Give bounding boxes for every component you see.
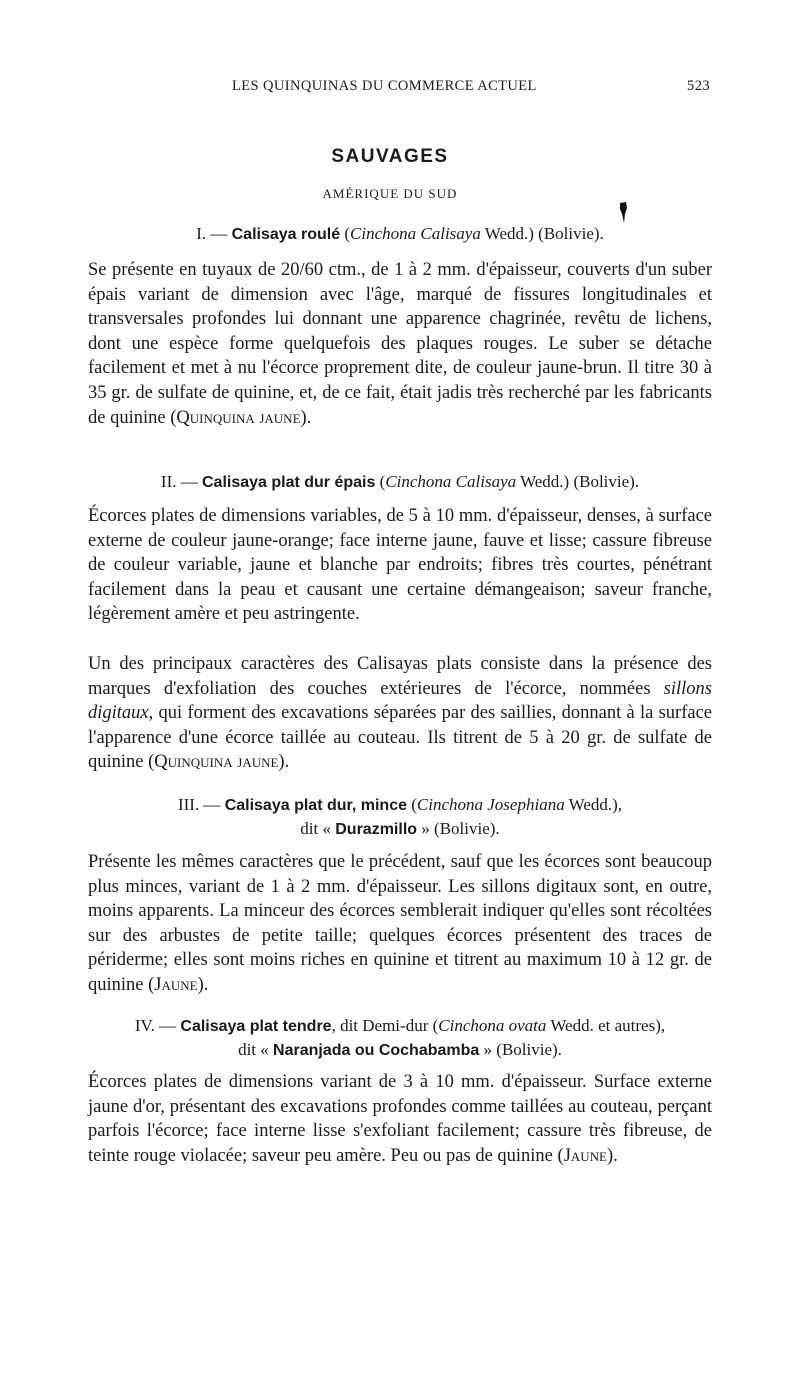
ink-blot-mark [618, 202, 628, 224]
species-name: Cinchona Josephiana [416, 795, 565, 814]
heading-rest: Wedd. et autres), [546, 1016, 666, 1035]
entry-number: III. — [177, 795, 225, 814]
entry-number: II. — [160, 472, 202, 491]
entry-name: Calisaya roulé [231, 226, 341, 243]
local-name: Durazmillo [335, 821, 418, 838]
entry-number: IV. — [134, 1016, 181, 1035]
entry-paragraph: Un des principaux caractères des Calisayas plats consiste dans la présence des marques d'exfoliation des couches extérieures de l'écorce, nommées sillons digitaux, qui forment des excavations séparées par des saillies, donnant à la surface l'apparence d'une écorce taillée au couteau. Ils titrent de 5 à 20 gr. de sulfate de quinine (Quinquina jaune). [88, 654, 712, 773]
entry-heading-2 [88, 470, 712, 494]
italic-term: sillons digitaux [88, 678, 712, 724]
heading-paren-open: ( [340, 224, 351, 243]
heading-rest: Wedd.) (Bolivie). [480, 224, 604, 243]
entry-paragraph: Présente les mêmes caractères que le précédent, sauf que les écorces sont beaucoup plus minces, variant de 1 à 2 mm. d'épaisseur. Les sillons digitaux sont, en outre, moins apparents. La minceur des écorces semblerait indiquer qu'elles sont récoltées sur des arbustes de petite taille; quelques écorces présentent des traces de périderme; elles sont moins riches en quinine et titrent au maximum 10 à 12 gr. de quinine (Jaune). [88, 852, 712, 995]
running-title: LES QUINQUINAS DU COMMERCE ACTUEL [232, 78, 537, 94]
heading-paren-open: , dit Demi-dur ( [331, 1016, 439, 1035]
species-name: Cinchona ovata [438, 1016, 547, 1035]
running-header [88, 78, 712, 100]
entry-number: I. — [196, 224, 232, 243]
local-name: Naranjada ou Cochabamba [273, 1042, 480, 1059]
species-name: Cinchona Calisaya [385, 472, 517, 491]
section-subtitle: AMÉRIQUE DU SUD [322, 186, 458, 201]
heading-rest: Wedd.) (Bolivie). [516, 472, 640, 491]
page-number: 523 [687, 78, 710, 94]
entry-heading-1 [88, 222, 712, 246]
entry-paragraph: Écorces plates de dimensions variables, de 5 à 10 mm. d'épaisseur, denses, à surface externe de couleur jaune-orange; face interne jaune, fauve et lisse; cassure fibreuse de couleur variable, jaune et blanche par endroits; fibres très courtes, pénétrant facilement dans la peau et causant une certaine démangeaison; saveur franche, légèrement amère et peu astringente. [88, 506, 712, 625]
section-title: SAUVAGES [331, 146, 449, 167]
entry-heading-3: III. — Calisaya plat dur, mince (Cinchona Josephiana Wedd.), dit « Durazmillo » (Bolivie). [177, 795, 623, 838]
entry-name: Calisaya plat tendre [180, 1018, 332, 1035]
species-name: Cinchona Calisaya [350, 224, 481, 243]
entry-name: Calisaya plat dur, mince [224, 797, 407, 814]
entry-name: Calisaya plat dur épais [201, 474, 376, 491]
heading-rest: Wedd.), [564, 795, 623, 814]
entry-paragraph: Se présente en tuyaux de 20/60 ctm., de 1 à 2 mm. d'épaisseur, couverts d'un suber épais variant de dimension avec l'âge, marqué de fissures longitudinales et transversales profondes lui donnant une apparence chagrinée, revêtu de lichens, dont une espèce forme quelquefois des plaques rouges. Le suber se détache facilement et met à nu l'écorce proprement dite, de couleur jaune-brun. Il titre 30 à 35 gr. de sulfate de quinine, et, de ce fait, était jadis très recherché par les fabricants de quinine (Quinquina jaune). [88, 260, 712, 428]
entry-paragraph: Écorces plates de dimensions variant de 3 à 10 mm. d'épaisseur. Surface externe jaune d'or, présentant des excavations profondes comme taillées au couteau, perçant parfois l'écorce; face interne lisse s'exfoliant facilement; cassure très fibreuse, de teinte rouge violacée; saveur peu amère. Peu ou pas de quinine (Jaune). [88, 1072, 712, 1166]
heading-paren-open: ( [406, 795, 417, 814]
heading-paren-open: ( [375, 472, 386, 491]
entry-heading-4: IV. — Calisaya plat tendre, dit Demi-dur (Cinchona ovata Wedd. et autres), dit « Naranjada ou Cochabamba » (Bolivie). [134, 1016, 666, 1059]
